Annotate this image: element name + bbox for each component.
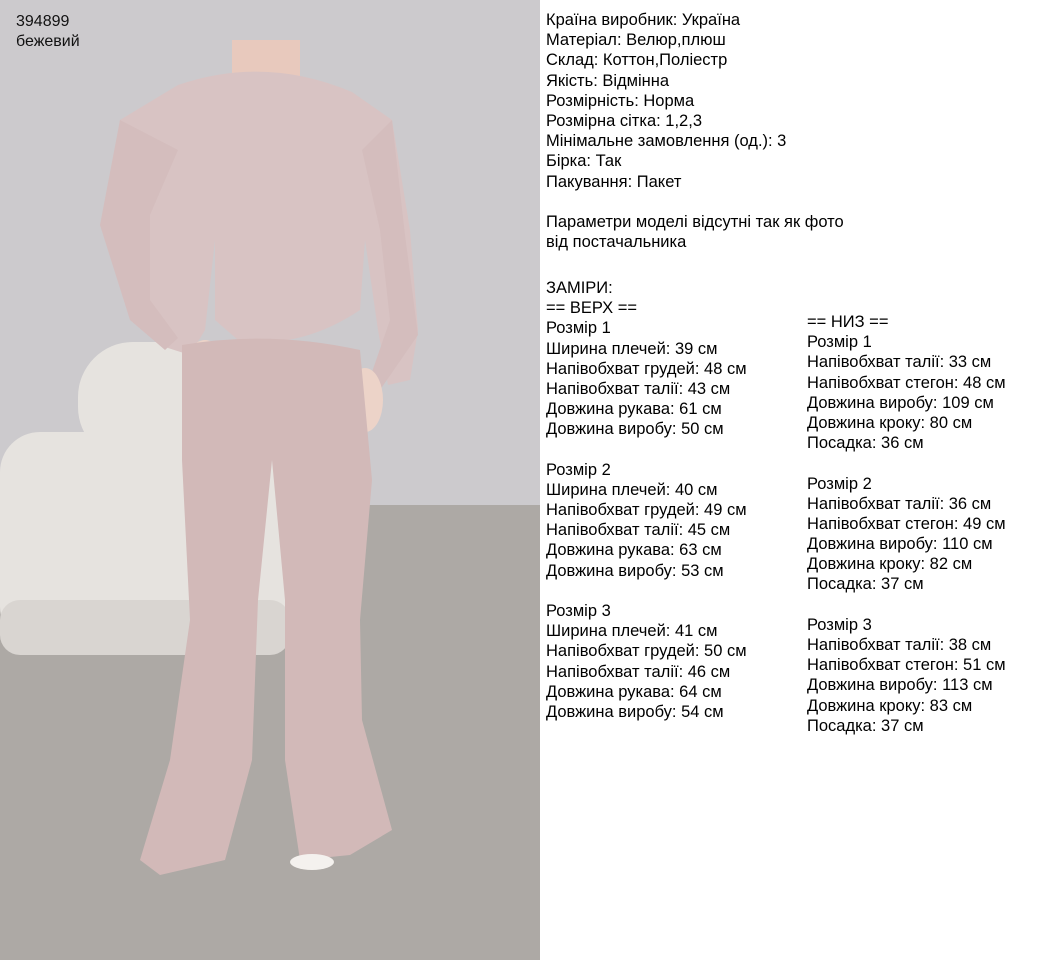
measure-line: Напівобхват талії: 36 см xyxy=(807,494,992,513)
measure-line: Ширина плечей: 40 см xyxy=(546,480,718,499)
info-packaging: Пакування: Пакет xyxy=(546,172,682,191)
info-size-grid: Розмірна сітка: 1,2,3 xyxy=(546,111,702,130)
measure-line: Ширина плечей: 39 см xyxy=(546,339,718,358)
measure-line: Довжина рукава: 64 см xyxy=(546,682,722,701)
note-line: Параметри моделі відсутні так як фото xyxy=(546,212,844,231)
size-name: Розмір 3 xyxy=(807,615,872,634)
product-info xyxy=(546,10,844,252)
product-code: 394899 xyxy=(16,13,70,30)
measure-line: Довжина виробу: 53 см xyxy=(546,561,724,580)
info-min-order: Мінімальне замовлення (од.): 3 xyxy=(546,132,787,151)
info-composition: Склад: Коттон,Поліестр xyxy=(546,51,728,70)
measure-line: Напівобхват талії: 38 см xyxy=(807,636,992,654)
top-measurements xyxy=(546,278,747,722)
measure-line: Довжина кроку: 83 см xyxy=(807,696,973,715)
size-name: Розмір 1 xyxy=(807,333,872,352)
measure-line: Ширина плечей: 41 см xyxy=(546,622,718,641)
measure-line: Довжина виробу: 113 см xyxy=(807,676,993,695)
measure-line: Напівобхват стегон: 49 см xyxy=(807,514,1006,533)
info-tag: Бірка: Так xyxy=(546,152,622,171)
measure-line: Напівобхват талії: 33 см xyxy=(807,353,992,372)
measurements-title: ЗАМІРИ: xyxy=(546,279,613,297)
info-material: Матеріал: Велюр,плюш xyxy=(546,31,726,50)
bottom-measurements xyxy=(807,312,1006,736)
measure-line: Напівобхват грудей: 48 см xyxy=(546,359,747,378)
product-color: бежевий xyxy=(16,33,80,50)
size-name: Розмір 1 xyxy=(546,319,611,338)
measure-line: Напівобхват талії: 43 см xyxy=(546,379,731,398)
size-name: Розмір 3 xyxy=(546,602,611,620)
measure-line: Посадка: 36 см xyxy=(807,434,924,453)
measure-line: Довжина кроку: 80 см xyxy=(807,413,973,432)
info-sizing: Розмірність: Норма xyxy=(546,91,695,110)
measure-line: Довжина виробу: 110 см xyxy=(807,535,993,554)
measure-line: Довжина виробу: 54 см xyxy=(546,702,724,721)
measure-line: Довжина виробу: 50 см xyxy=(546,420,724,439)
measure-line: Довжина кроку: 82 см xyxy=(807,555,973,574)
measure-line: Напівобхват талії: 45 см xyxy=(546,521,731,540)
note-line: від постачальника xyxy=(546,233,687,252)
measure-line: Довжина рукава: 61 см xyxy=(546,400,722,419)
size-name: Розмір 2 xyxy=(546,460,611,479)
measure-line: Посадка: 37 см xyxy=(807,575,924,594)
bottom-header: == НИЗ == xyxy=(807,313,889,331)
top-header: == ВЕРХ == xyxy=(546,299,637,318)
measure-line: Напівобхват стегон: 48 см xyxy=(807,373,1006,392)
measure-line: Напівобхват стегон: 51 см xyxy=(807,656,1006,675)
measure-line: Посадка: 37 см xyxy=(807,716,924,735)
info-country: Країна виробник: Україна xyxy=(546,11,741,29)
measure-line: Напівобхват талії: 46 см xyxy=(546,662,731,681)
size-name: Розмір 2 xyxy=(807,474,872,493)
measure-line: Напівобхват грудей: 50 см xyxy=(546,642,747,661)
measure-line: Довжина рукава: 63 см xyxy=(546,541,722,560)
info-quality: Якість: Відмінна xyxy=(546,71,670,90)
measure-line: Довжина виробу: 109 см xyxy=(807,393,994,412)
measure-line: Напівобхват грудей: 49 см xyxy=(546,501,747,520)
